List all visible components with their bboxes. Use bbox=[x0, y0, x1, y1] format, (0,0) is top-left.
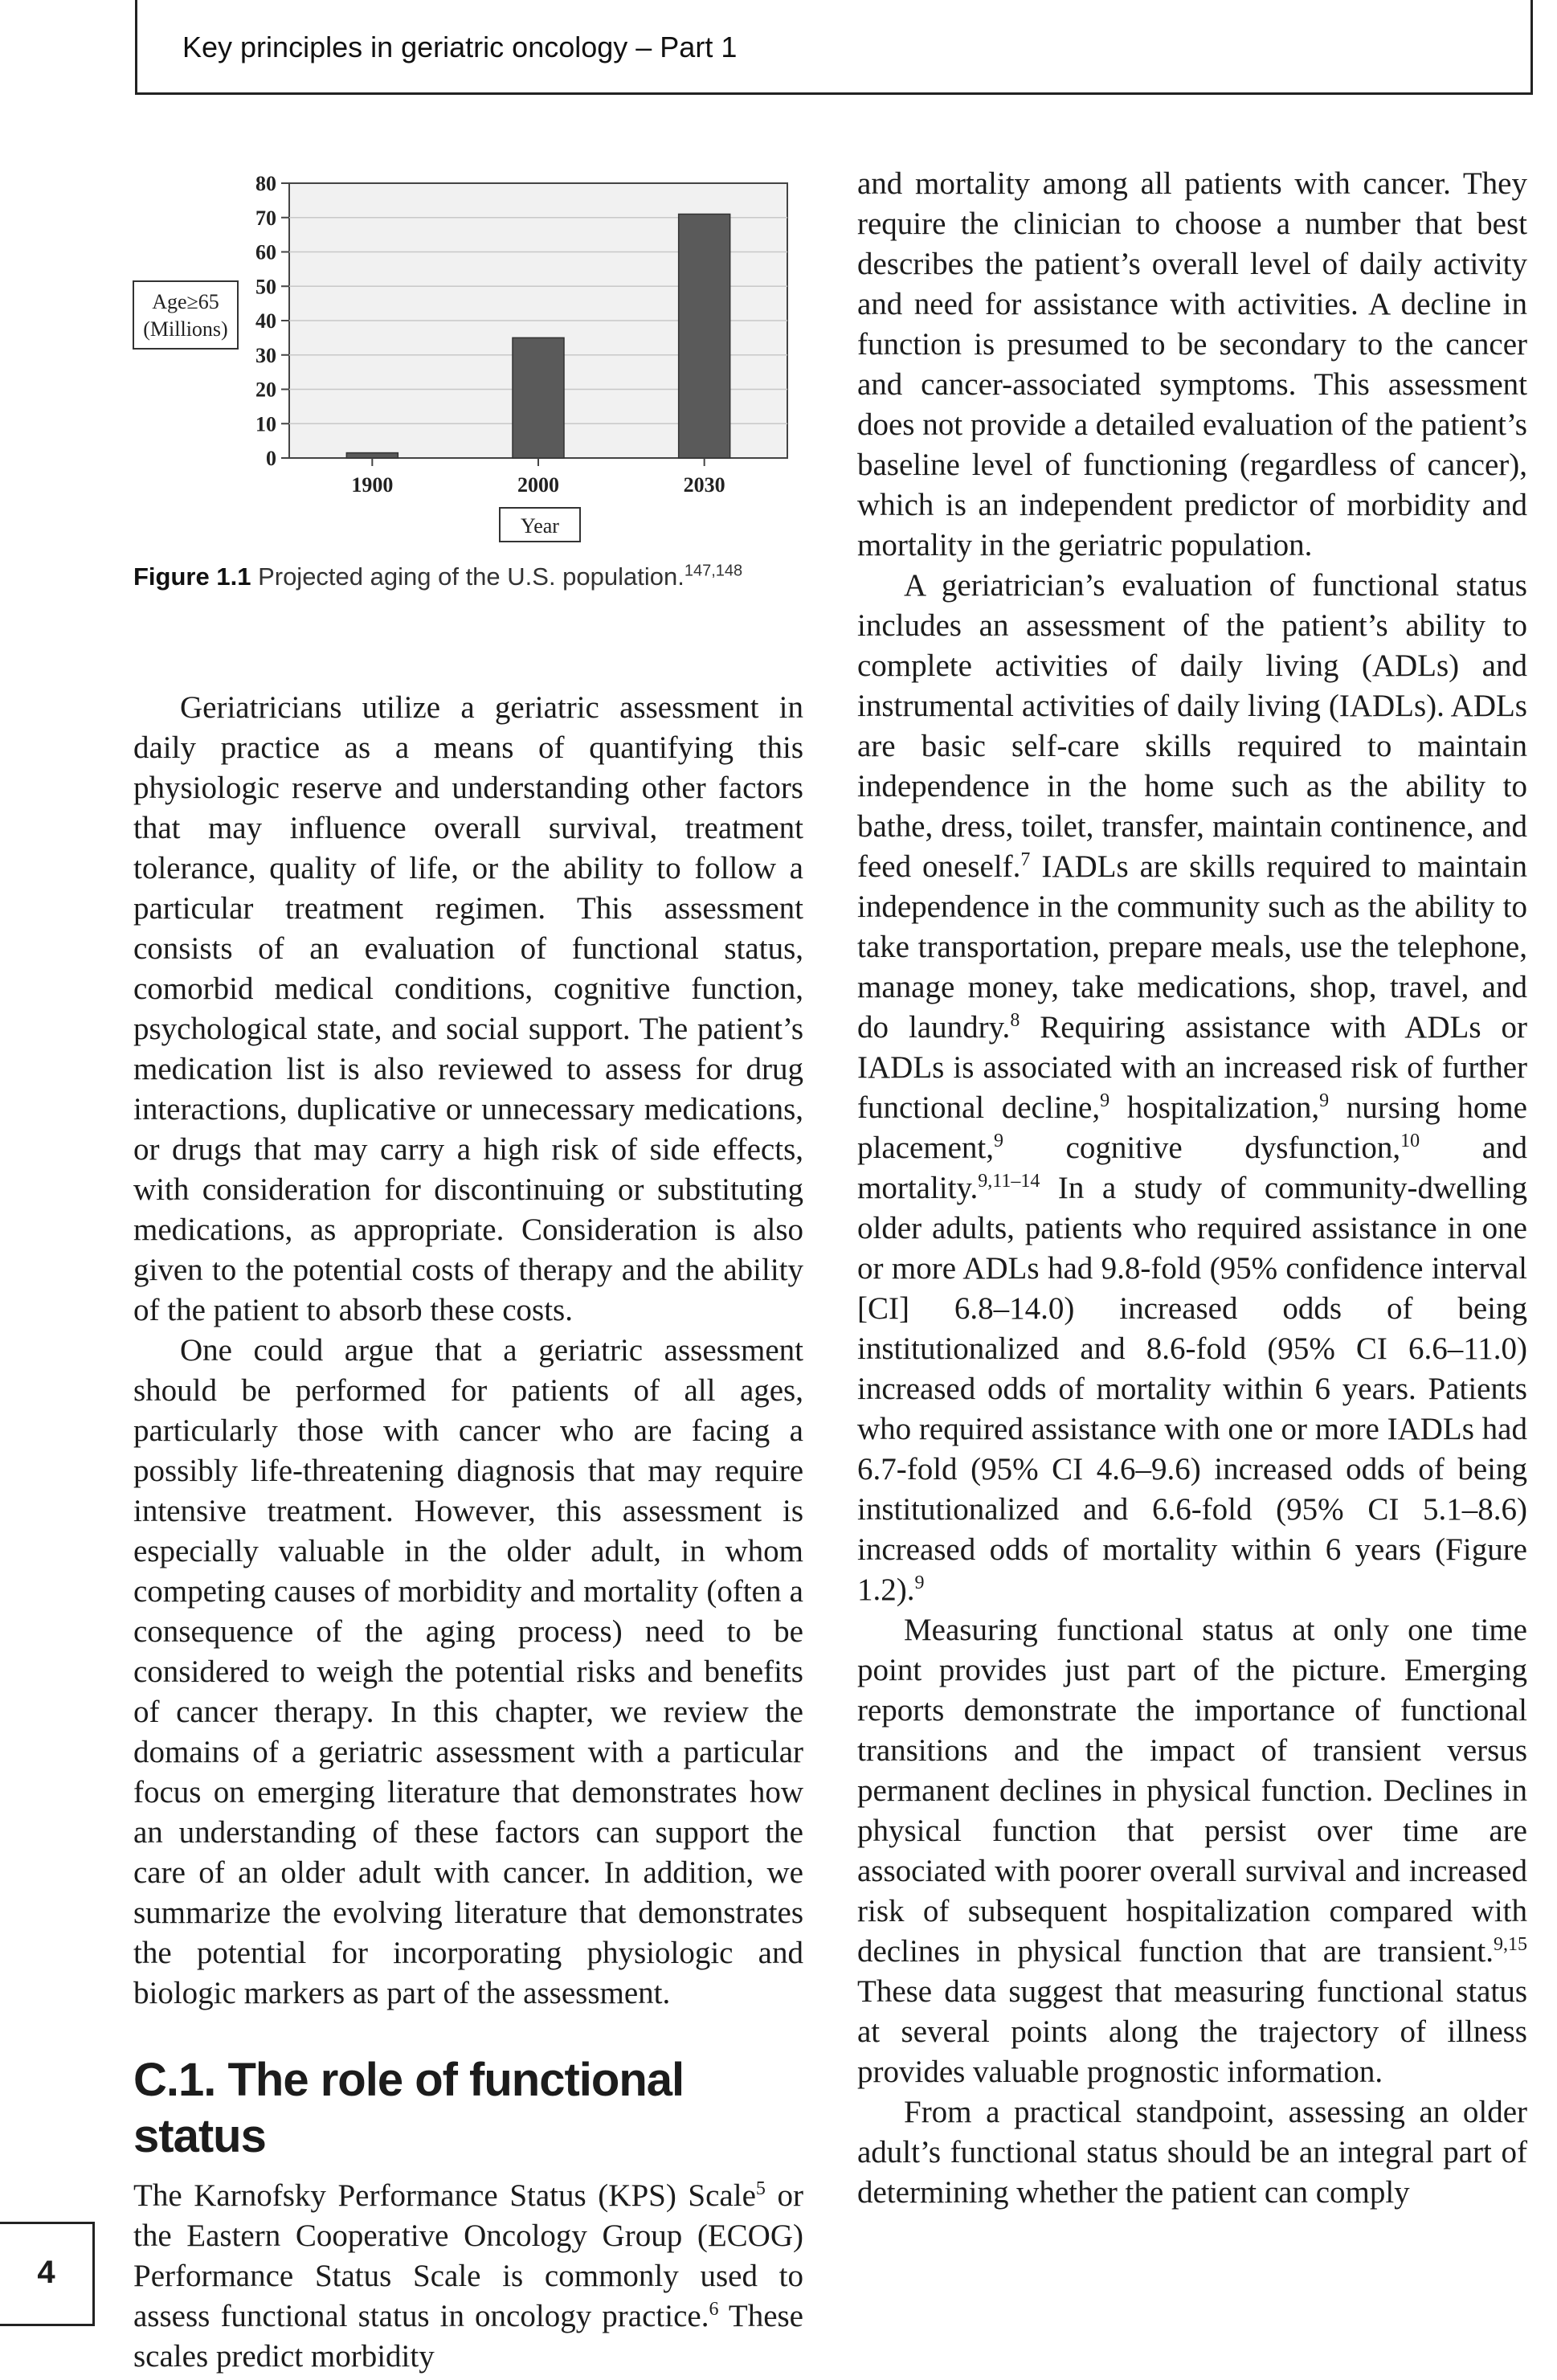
body-paragraph: One could argue that a geriatric assessment should be performed for patients of all ages, particularly those with cancer who are facing a possibly life-threatening diagnosis that may require intensive treatment. However, this assessment is especially valuable in the older adult, in whom competing causes of morbidity and mortality (often a consequence of the aging process) need to be considered to weigh the potential risks and benefits of cancer therapy. In this chapter, we review the domains of a geriatric assessment with a particular focus on emerging literature that demonstrates how an understanding of these factors can support the care of an older adult with cancer. In addition, we summarize the evolving literature that demonstrates the potential for incorporating physiologic and biologic markers as part of the assessment. bbox=[133, 1333, 803, 2010]
page-number: 4 bbox=[37, 2255, 55, 2290]
y-axis-label-line2: (Millions) bbox=[143, 317, 228, 341]
figure-label: Figure 1.1 bbox=[133, 562, 251, 591]
running-head-box bbox=[135, 0, 1533, 95]
x-tick-label: 2000 bbox=[517, 473, 559, 497]
bar-1900 bbox=[346, 453, 398, 458]
reference: 9 bbox=[994, 1131, 1003, 1151]
body-paragraph: From a practical standpoint, assessing an older adult’s functional status should be an integral part of determining whether the patient can comply bbox=[857, 2095, 1527, 2210]
body-paragraph: A geriatrician’s evaluation of functional status includes an assessment of the patient’s ability to complete activities of daily living (ADLs) and instrumental activities of daily living (IADLs). ADLs are basic self-care skills required to maintain independence in the home such as the ability to bathe, dress, toilet, transfer, maintain continence, and feed oneself.$^7$ IADLs are skills required to maintain independence in the community such as the ability to take transportation, prepare meals, use the telephone, manage money, take medications, shop, travel, and do laundry.$^8$ Requiring assistance with ADLs or IADLs is associated with an increased risk of further functional decline,$^9$ hospitalization,$^9$ nursing home placement,$^9$ cognitive dysfunction,$^{10}$ and mortality.$^{9,11-14}$ In a study of community-dwelling older adults, patients who required assistance in one or more ADLs had 9.8-fold (95% confidence interval [CI] 6.8–14.0) increased odds of being institutionalized and 8.6-fold (95% CI 6.6–11.0) increased odds of mortality within 6 years. Patients who required assistance with one or more IADLs had 6.7-fold (95% CI 4.6–9.6) increased odds of being institutionalized and 6.6-fold (95% CI 5.1–8.6) increased odds of mortality within 6 years (Figure 1.2).$^9$ bbox=[857, 568, 1528, 1607]
y-tick-label: 0 bbox=[266, 447, 276, 470]
reference: 8 bbox=[1010, 1010, 1020, 1031]
x-tick-label: 2030 bbox=[683, 473, 725, 497]
y-tick-label: 10 bbox=[255, 412, 276, 436]
running-head: Key principles in geriatric oncology – Part 1 bbox=[182, 31, 738, 63]
bar-2030 bbox=[679, 214, 730, 458]
y-axis-label bbox=[133, 281, 238, 349]
reference: 9,11–14 bbox=[978, 1171, 1040, 1192]
y-tick-label: 60 bbox=[255, 240, 276, 264]
body-paragraph: Geriatricians utilize a geriatric assessment in daily practice as a means of quantifying this physiologic reserve and understanding other factors that may influence overall survival, treatment tolerance, quality of life, or the ability to follow a particular treatment regimen. This assessment consists of an evaluation of functional status, comorbid medical conditions, cognitive function, psychological state, and social support. The patient’s medication list is also reviewed to assess for drug interactions, duplicative or unnecessary medications, or drugs that may carry a high risk of side effects, with consideration for discontinuing or substituting medications, as appropriate. Consideration is also given to the potential costs of therapy and the ability of the patient to absorb these costs. bbox=[133, 690, 803, 1327]
bar-2000 bbox=[513, 337, 564, 458]
body-paragraph: Measuring functional status at only one time point provides just part of the picture. Emerging reports demonstrate the importance of functional transitions and the impact of transient versus permanent declines in physical function. Declines in physical function that persist over time are associated with poorer overall survival and increased risk of subsequent hospitalization compared with declines in physical function that are transient.$^{9,15}$ These data suggest that measuring functional status at several points along the trajectory of illness provides valuable prognostic information. bbox=[857, 1613, 1527, 2089]
x-axis-label bbox=[500, 508, 580, 542]
reference: 9 bbox=[1319, 1090, 1330, 1111]
right-column bbox=[857, 164, 1527, 2213]
y-axis-ticks bbox=[255, 172, 289, 470]
reference: 7 bbox=[1020, 849, 1031, 870]
reference: 9 bbox=[1100, 1090, 1110, 1111]
x-tick-label: 1900 bbox=[351, 473, 394, 497]
page-number-box bbox=[0, 2222, 95, 2326]
figure-caption-text: Projected aging of the U.S. population. bbox=[258, 562, 685, 591]
y-tick-label: 20 bbox=[255, 378, 276, 402]
left-column bbox=[133, 688, 803, 2377]
reference: 5 bbox=[755, 2178, 766, 2199]
y-tick-label: 50 bbox=[255, 275, 276, 299]
x-axis-label-text: Year bbox=[521, 514, 559, 538]
figure-caption bbox=[133, 562, 742, 591]
reference: 9 bbox=[914, 1572, 925, 1593]
reference: 9,15 bbox=[1494, 1934, 1527, 1955]
reference: 10 bbox=[1400, 1131, 1420, 1151]
body-paragraph: The Karnofsky Performance Status (KPS) Scale$^5$ or the Eastern Cooperative Oncology Group (ECOG) Performance Status Scale is commonly used to assess functional status in oncology practice.$^6$ These scales predict morbidity bbox=[133, 2178, 803, 2374]
aging-population-chart bbox=[129, 159, 803, 553]
y-tick-label: 40 bbox=[255, 309, 276, 333]
section-heading: C.1. The role of functional status bbox=[133, 2054, 685, 2162]
body-paragraph: and mortality among all patients with cancer. They require the clinician to choose a number that best describes the patient’s overall level of daily activity and need for assistance with activities. A decline in function is presumed to be secondary to the cancer and cancer-associated symptoms. This assessment does not provide a detailed evaluation of the patient’s baseline level of functioning (regardless of cancer), which is an independent predictor of morbidity and mortality in the geriatric population. bbox=[857, 166, 1527, 562]
reference: 6 bbox=[709, 2299, 719, 2320]
y-tick-label: 80 bbox=[255, 172, 276, 195]
y-tick-label: 70 bbox=[255, 206, 276, 230]
x-axis-ticks bbox=[351, 458, 725, 497]
y-axis-label-line1: Age≥65 bbox=[152, 290, 219, 313]
caption-reference: 147,148 bbox=[684, 562, 743, 580]
y-tick-label: 30 bbox=[255, 343, 276, 367]
